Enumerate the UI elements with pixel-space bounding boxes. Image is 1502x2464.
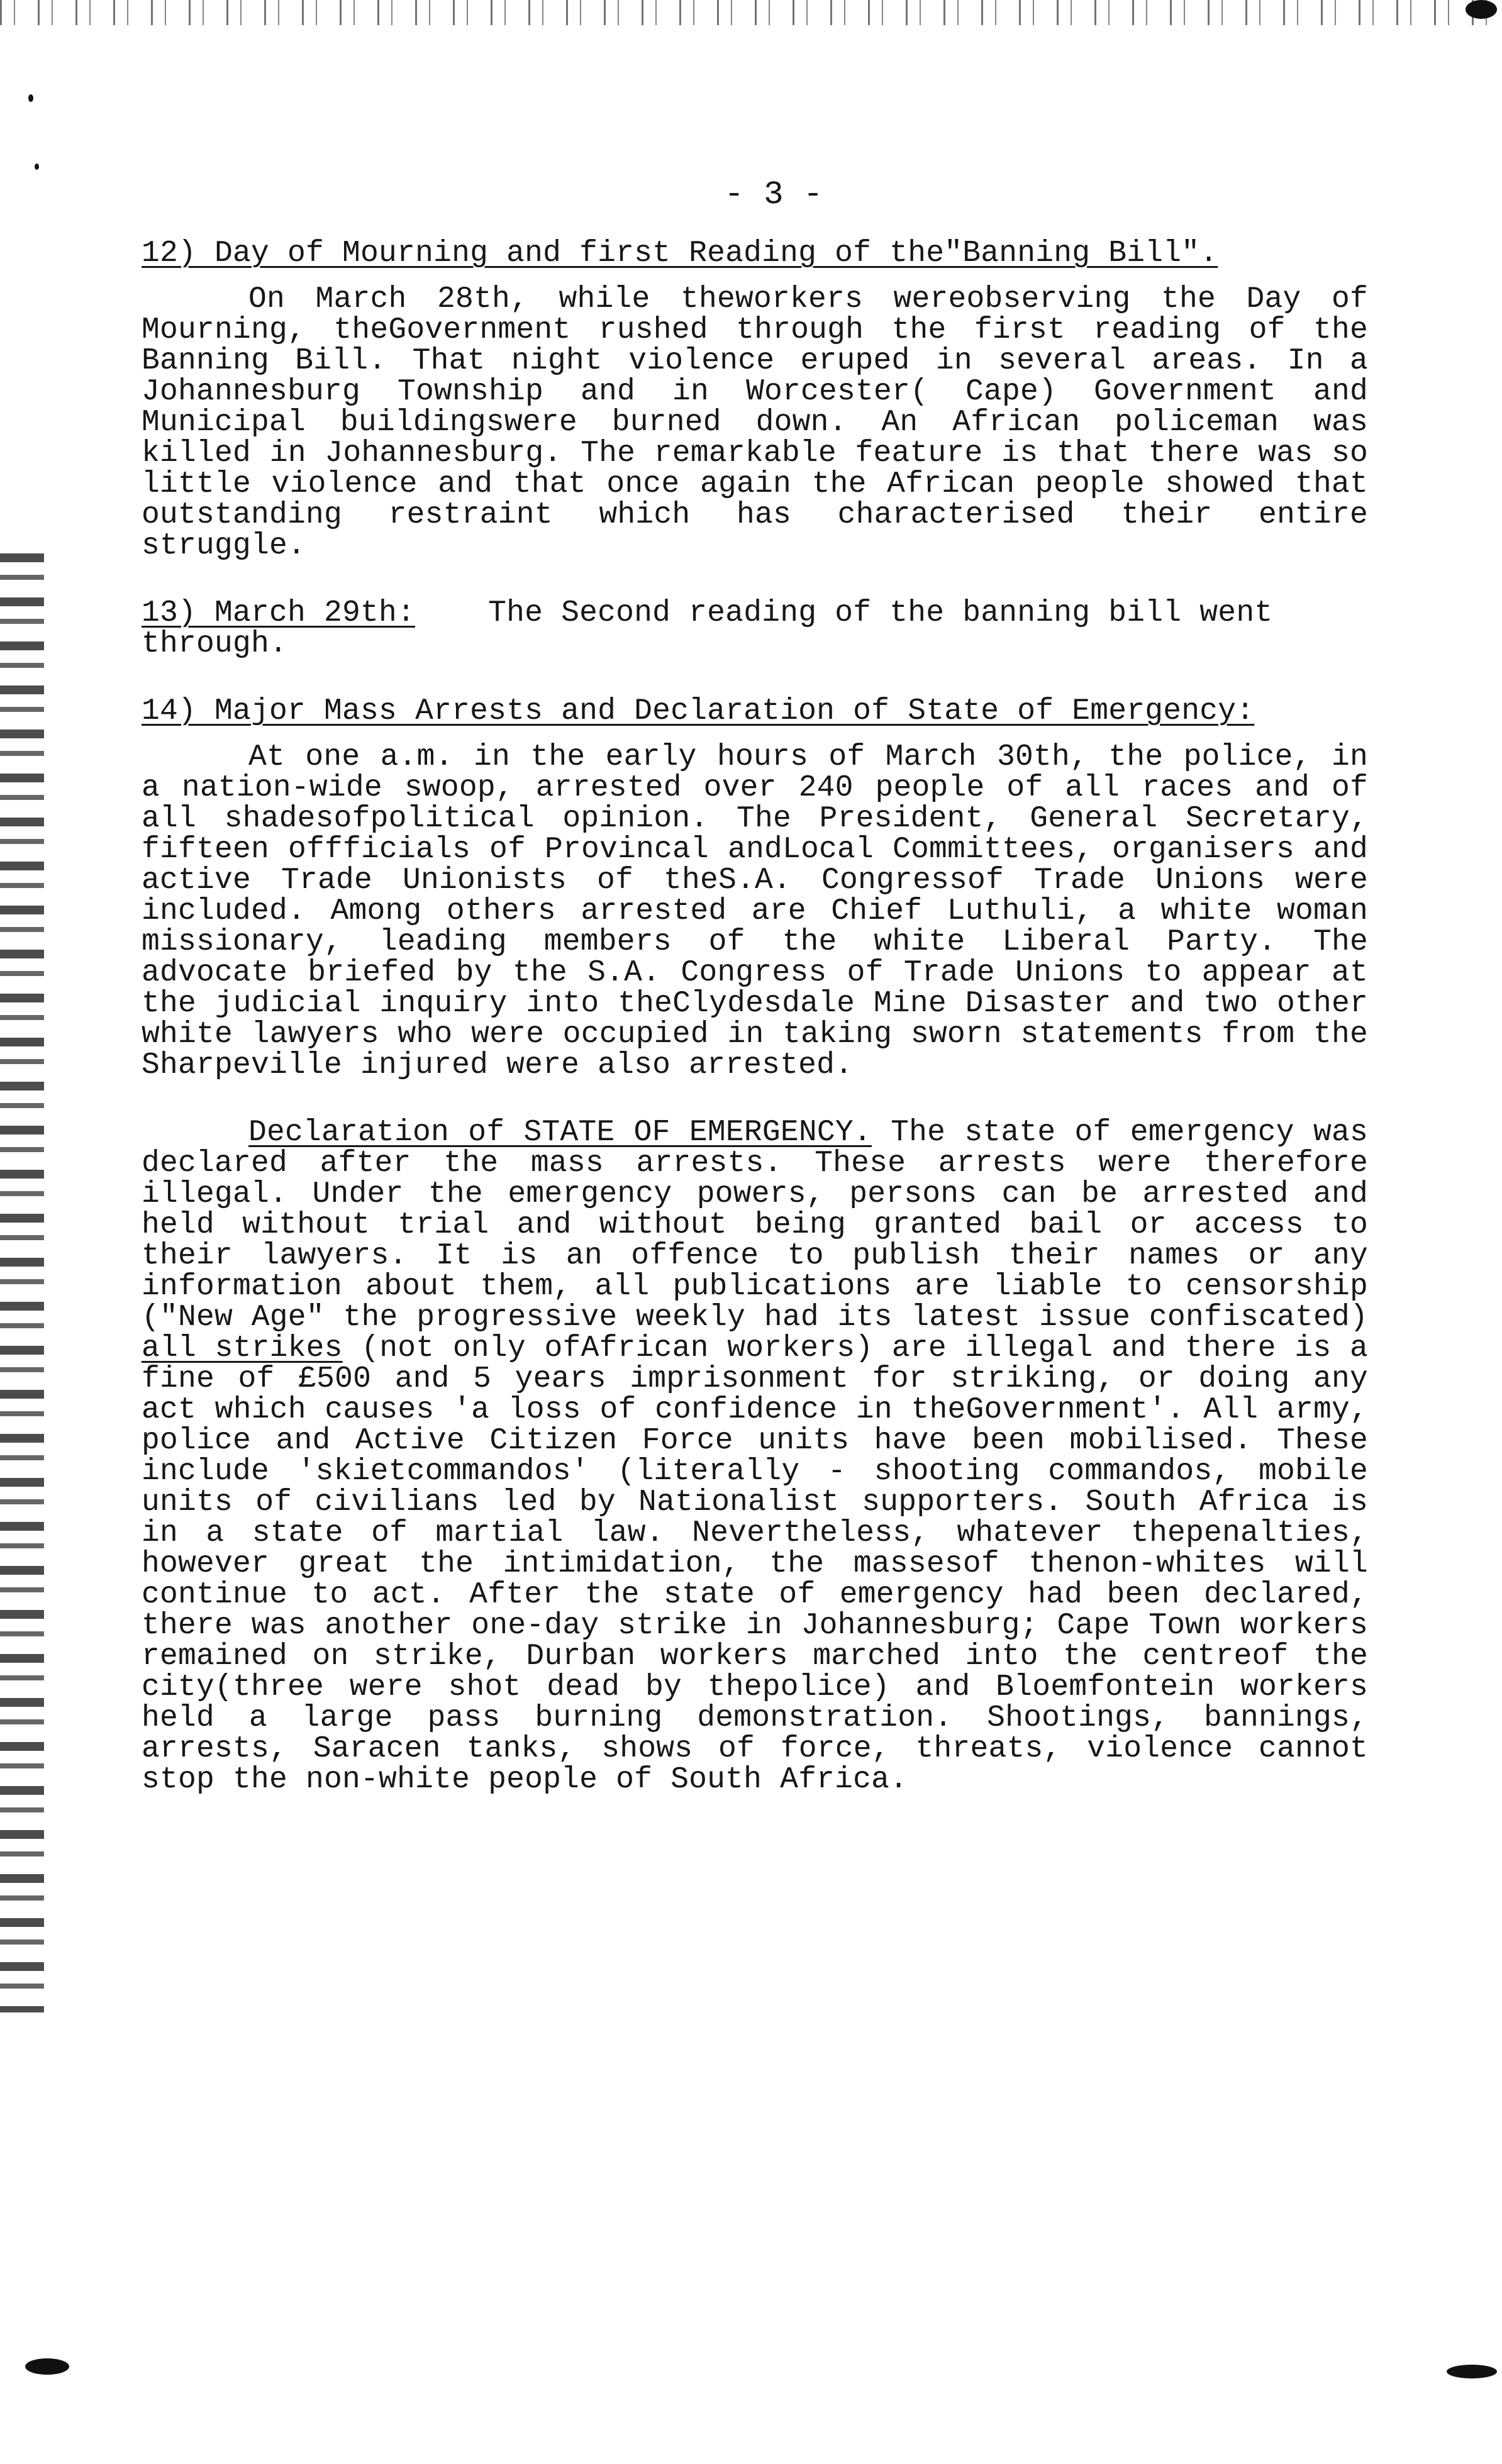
emergency-declaration-heading: Declaration of STATE OF EMERGENCY. bbox=[248, 1116, 872, 1150]
section-14 bbox=[142, 696, 1368, 1795]
all-strikes-emphasis: all strikes bbox=[142, 1331, 343, 1365]
section-12-body: On March 28th, while theworkers wereobserving the Day of Mourning, theGovernment rushed through the first reading of the Banning Bill. That night violence eruped in several areas. In a Johannesburg Township and in Worcester( Cape) Government and Municipal buildingswere burned down. An African policeman was killed in Johannesburg. The remarkable feature is that there was so little violence and that once again the African people showed that outstanding restraint which has characterised their entire struggle. bbox=[142, 282, 1368, 563]
section-13-spacer bbox=[433, 596, 470, 630]
section-14-paragraph-2-text-b: (not only ofAfrican workers) are illegal and there is a fine of £500 and 5 years imprisonment for striking, or doing any act which causes 'a loss of confidence in theGovernment'. All army, police and Active Citizen Force units have been mobilised. These include 'skietcommandos' (literally - shooting commandos, mobile units of civilians led by Nationalist supporters. South Africa is in a state of martial law. Nevertheless, whatever thepenalties, however great the intimidation, the massesof thenon-whites will continue to act. After the state of emergency had been declared, there was another one-day strike in Johannesburg; Cape Town workers remained on strike, Durban workers marched into the centreof the city(three were shot dead by thepolice) and Bloemfontein workers held a large pass burning demonstration. Shootings, bannings, arrests, Saracen tanks, shows of force, threats, violence cannot stop the non-white people of South Africa. bbox=[142, 1331, 1369, 1797]
scan-noise-left bbox=[0, 553, 44, 2012]
section-13-label: 13) March 29th: bbox=[142, 596, 416, 630]
scan-speck bbox=[35, 164, 39, 170]
section-12 bbox=[142, 238, 1368, 562]
document-body bbox=[142, 160, 1368, 1832]
scan-noise-top bbox=[0, 0, 1502, 25]
scan-speck bbox=[1447, 2365, 1497, 2378]
section-14-paragraph-2 bbox=[142, 1118, 1368, 1795]
section-13-body: The Second reading of the banning bill went through. bbox=[142, 596, 1273, 661]
section-14-heading: 14) Major Mass Arrests and Declaration of State of Emergency: bbox=[142, 694, 1255, 728]
scan-speck bbox=[28, 94, 33, 102]
section-14-paragraph-1: At one a.m. in the early hours of March 30th, the police, in a nation-wide swoop, arrested over 240 people of all races and of all shadesofpolitical opinion. The President, General Secretary, fifteen offficials of Provincal andLocal Committees, organisers and active Trade Unionists of theS.A. Congressof Trade Unions were included. Among others arrested are Chief Luthuli, a white woman missionary, leading members of the white Liberal Party. The advocate briefed by the S.A. Congress of Trade Unions to appear at the judicial inquiry into theClydesdale Mine Disaster and two other white lawyers who were occupied in taking sworn statements from the Sharpeville injured were also arrested. bbox=[142, 740, 1368, 1082]
page-number: - 3 - bbox=[724, 176, 823, 213]
section-12-heading: 12) Day of Mourning and first Reading of the"Banning Bill". bbox=[142, 236, 1218, 270]
scan-speck bbox=[25, 2358, 69, 2375]
scan-speck bbox=[1466, 0, 1497, 19]
section-14-paragraph-2-text-a: The state of emergency was declared after the mass arrests. These arrests were therefore illegal. Under the emergency powers, persons can be arrested and held without trial and without being granted bail or access to their lawyers. It is an offence to publish their names or any information about them, all publications are liable to censorship ("New Age" the progressive weekly had its latest issue confiscated) bbox=[142, 1116, 1368, 1335]
section-13 bbox=[142, 598, 1368, 660]
